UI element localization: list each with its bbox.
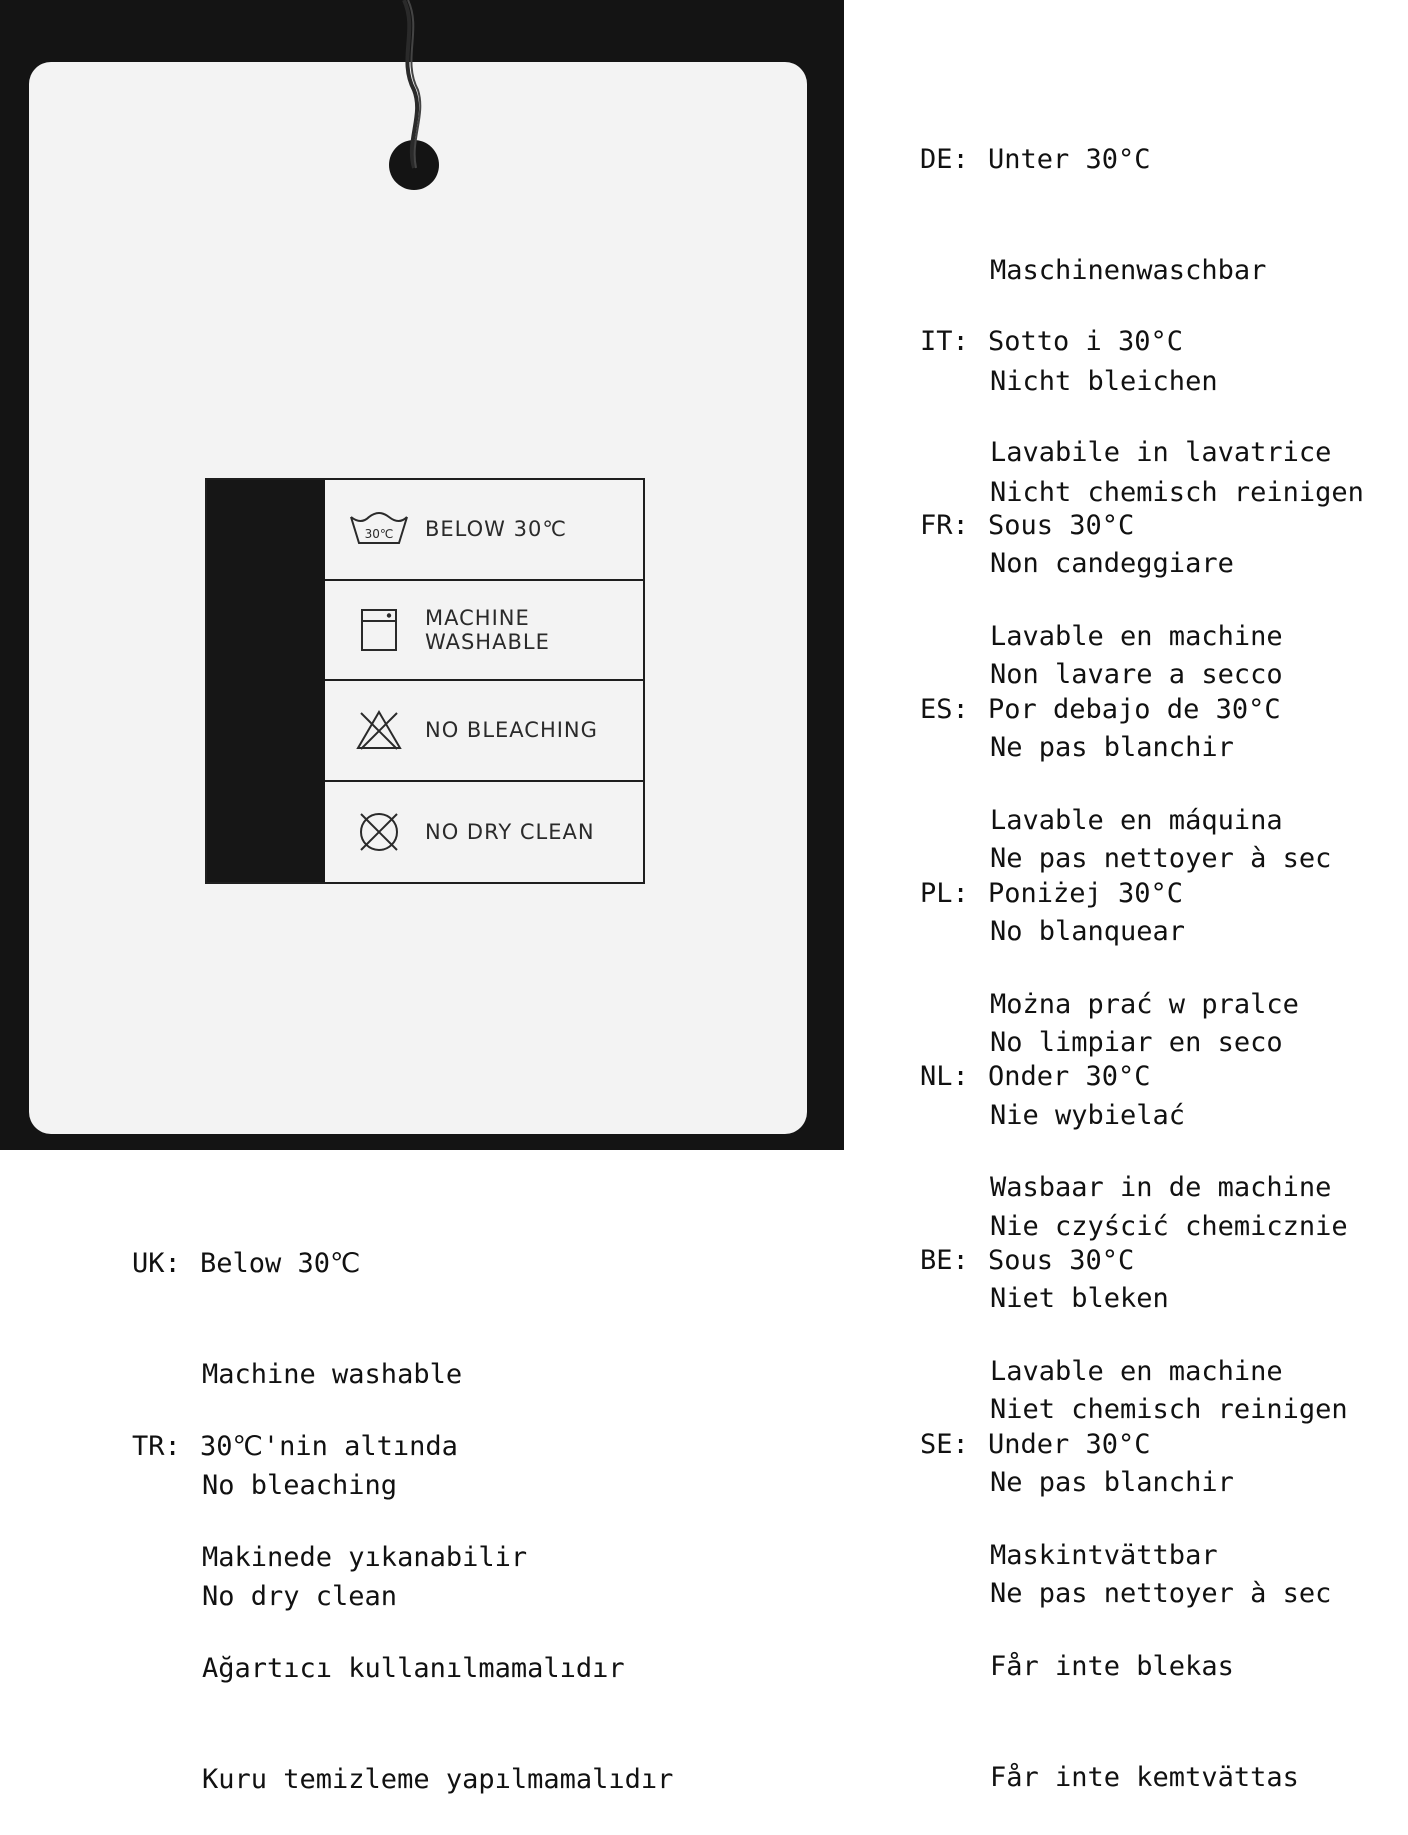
lang-line-tr-1: 30℃'nin altında — [200, 1431, 458, 1462]
tag-string — [396, 0, 426, 170]
lang-line-de-1: Unter 30°C — [988, 144, 1151, 175]
no-dry-clean-icon — [347, 811, 411, 853]
lang-line-es-1: Por debajo de 30°C — [988, 694, 1281, 725]
lang-line-pl-1: Poniżej 30°C — [988, 878, 1184, 909]
lang-line-es-2: Lavable en máquina — [990, 805, 1283, 836]
lang-block-tr — [132, 1354, 673, 1835]
lang-line-uk-4: No dry clean — [202, 1581, 398, 1612]
lang-code-es: ES: — [920, 694, 969, 725]
lang-line-be-4: Ne pas nettoyer à sec — [990, 1578, 1332, 1609]
lang-line-es-4: No limpiar en seco — [990, 1027, 1283, 1058]
lang-line-se-3: Får inte blekas — [990, 1651, 1234, 1682]
care-label-rows — [325, 480, 643, 882]
lang-code-nl: NL: — [920, 1061, 969, 1092]
lang-line-uk-3: No bleaching — [202, 1470, 398, 1501]
lang-line-it-4: Non lavare a secco — [990, 659, 1283, 690]
care-label-black-bar — [207, 480, 325, 882]
care-text-machine-washable: MACHINE WASHABLE — [425, 605, 550, 654]
lang-line-fr-3: Ne pas blanchir — [990, 732, 1234, 763]
lang-line-tr-4: Kuru temizleme yapılmamalıdır — [202, 1764, 674, 1795]
lang-line-de-4: Nicht chemisch reinigen — [990, 477, 1364, 508]
lang-line-nl-4: Niet chemisch reinigen — [990, 1394, 1348, 1425]
care-label — [205, 478, 645, 884]
care-row-no-bleaching — [325, 681, 643, 782]
lang-line-it-2: Lavabile in lavatrice — [990, 437, 1332, 468]
lang-line-tr-3: Ağartıcı kullanılmamalıdır — [202, 1653, 625, 1684]
lang-line-pl-3: Nie wybielać — [990, 1100, 1186, 1131]
lang-code-se: SE: — [920, 1429, 969, 1460]
lang-code-be: BE: — [920, 1245, 969, 1276]
lang-line-pl-2: Można prać w pralce — [990, 989, 1299, 1020]
lang-line-uk-2: Machine washable — [202, 1359, 463, 1390]
lang-line-be-2: Lavable en machine — [990, 1356, 1283, 1387]
lang-line-nl-2: Wasbaar in de machine — [990, 1172, 1332, 1203]
care-text-no-dry-clean: NO DRY CLEAN — [425, 819, 595, 844]
wash-30-icon-text: 30℃ — [364, 527, 394, 542]
care-row-below-30 — [325, 480, 643, 581]
lang-code-pl: PL: — [920, 878, 969, 909]
lang-line-fr-4: Ne pas nettoyer à sec — [990, 843, 1332, 874]
lang-line-fr-2: Lavable en machine — [990, 621, 1283, 652]
no-bleach-icon — [347, 709, 411, 751]
lang-line-de-3: Nicht bleichen — [990, 366, 1218, 397]
lang-code-fr: FR: — [920, 510, 969, 541]
lang-line-se-2: Maskintvättbar — [990, 1540, 1218, 1571]
hang-tag-photo — [0, 0, 844, 1150]
lang-line-it-3: Non candeggiare — [990, 548, 1234, 579]
care-row-no-dry-clean — [325, 782, 643, 883]
lang-code-uk: UK: — [132, 1248, 181, 1279]
lang-line-nl-3: Niet bleken — [990, 1283, 1169, 1314]
lang-line-it-1: Sotto i 30°C — [988, 326, 1184, 357]
lang-line-de-2: Maschinenwaschbar — [990, 255, 1267, 286]
lang-code-de: DE: — [920, 144, 969, 175]
lang-line-be-1: Sous 30°C — [988, 1245, 1135, 1276]
lang-line-se-1: Under 30°C — [988, 1429, 1151, 1460]
care-text-no-bleaching: NO BLEACHING — [425, 718, 598, 743]
lang-code-it: IT: — [920, 326, 969, 357]
lang-line-pl-4: Nie czyścić chemicznie — [990, 1211, 1348, 1242]
lang-code-tr: TR: — [132, 1431, 181, 1462]
care-text-below-30: BELOW 30℃ — [425, 517, 567, 542]
lang-line-be-3: Ne pas blanchir — [990, 1467, 1234, 1498]
wash-30-icon — [347, 511, 411, 547]
lang-line-uk-1: Below 30℃ — [200, 1248, 361, 1279]
lang-line-tr-2: Makinede yıkanabilir — [202, 1542, 528, 1573]
lang-line-nl-1: Onder 30°C — [988, 1061, 1151, 1092]
machine-wash-icon — [347, 607, 411, 653]
lang-line-fr-1: Sous 30°C — [988, 510, 1135, 541]
lang-block-se — [920, 1352, 1299, 1833]
care-row-machine-washable — [325, 581, 643, 682]
lang-line-se-4: Får inte kemtvättas — [990, 1762, 1299, 1793]
lang-line-es-3: No blanquear — [990, 916, 1186, 947]
